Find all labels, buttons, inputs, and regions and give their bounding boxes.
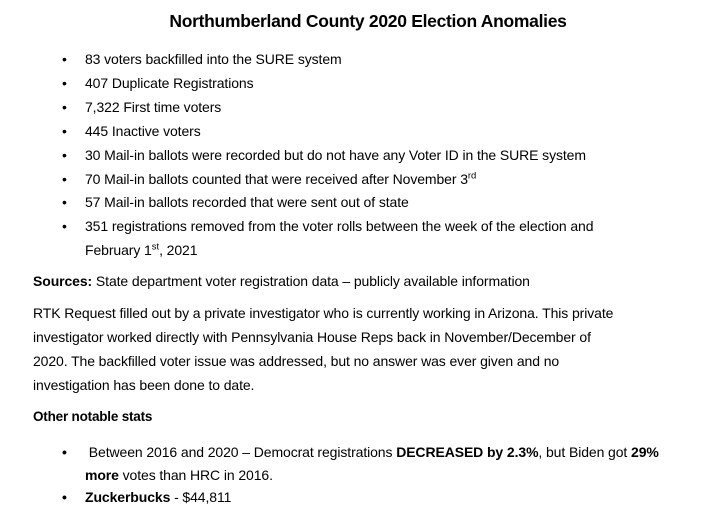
- text-run: State department voter registration data – publicly available information: [92, 273, 530, 290]
- text-line: [85, 464, 703, 487]
- text-run: RTK Request filled out by a private investigator who is currently working in Arizona. This private: [33, 305, 614, 322]
- text-line: [85, 48, 703, 72]
- text-run: 7,322 First time voters: [85, 98, 222, 115]
- text-run: investigator worked directly with Pennsylvania House Reps back in November/December of: [33, 329, 591, 346]
- text-line: [33, 301, 703, 325]
- text-run: more: [85, 466, 119, 483]
- rtk-paragraph: [33, 301, 703, 397]
- list-item: [85, 486, 703, 509]
- text-line: [85, 168, 703, 192]
- text-run: Between 2016 and 2020 – Democrat registrations: [85, 444, 397, 461]
- text-line: [85, 239, 703, 263]
- page-title: Northumberland County 2020 Election Anomalies: [169, 11, 567, 31]
- text-run: 57 Mail-in ballots recorded that were sent out of state: [85, 194, 409, 211]
- text-run: investigation has been done to date.: [33, 377, 255, 394]
- other-notable-stats-list: [33, 441, 703, 509]
- text-line: [85, 191, 703, 215]
- text-line: [33, 373, 703, 397]
- text-run: , 2021: [159, 242, 198, 259]
- text-run: 29%: [631, 444, 659, 461]
- list-item: [85, 96, 703, 120]
- text-run: DECREASED by 2.3%: [396, 444, 539, 461]
- list-item: [85, 144, 703, 168]
- list-item: [85, 191, 703, 215]
- text-line: [85, 144, 703, 168]
- anomalies-list: [33, 48, 703, 263]
- text-run: Zuckerbucks: [85, 489, 171, 506]
- text-run: 2020. The backfilled voter issue was addressed, but no answer was ever given and no: [33, 353, 560, 370]
- sources-line: [33, 269, 703, 293]
- text-line: [85, 486, 703, 509]
- text-run: st: [151, 241, 160, 253]
- text-run: rd: [467, 169, 477, 181]
- list-item: [85, 72, 703, 96]
- text-run: votes than HRC in 2016.: [118, 466, 273, 483]
- list-item: [85, 441, 703, 486]
- text-run: 30 Mail-in ballots were recorded but do not have any Voter ID in the SURE system: [85, 146, 586, 163]
- text-run: 70 Mail-in ballots counted that were received after November 3: [85, 170, 468, 187]
- list-item: [85, 168, 703, 192]
- text-run: , but Biden got: [538, 444, 632, 461]
- text-line: [85, 120, 703, 144]
- text-line: [33, 269, 703, 293]
- text-run: 83 voters backfilled into the SURE system: [85, 51, 342, 67]
- list-item: [85, 48, 703, 72]
- text-line: [85, 72, 703, 96]
- text-line: [33, 349, 703, 373]
- text-run: Sources:: [33, 273, 93, 290]
- text-run: - $44,811: [170, 489, 232, 506]
- text-run: 407 Duplicate Registrations: [85, 74, 254, 91]
- list-item: [85, 215, 703, 263]
- text-line: [33, 325, 703, 349]
- text-run: 445 Inactive voters: [85, 122, 201, 139]
- text-run: 351 registrations removed from the voter rolls between the week of the election and: [85, 218, 594, 235]
- section-heading-other-notable-stats: Other notable stats: [33, 409, 153, 425]
- text-run: February 1: [85, 242, 152, 259]
- list-item: [85, 120, 703, 144]
- text-line: [85, 96, 703, 120]
- text-line: [85, 215, 703, 239]
- text-line: [85, 441, 703, 464]
